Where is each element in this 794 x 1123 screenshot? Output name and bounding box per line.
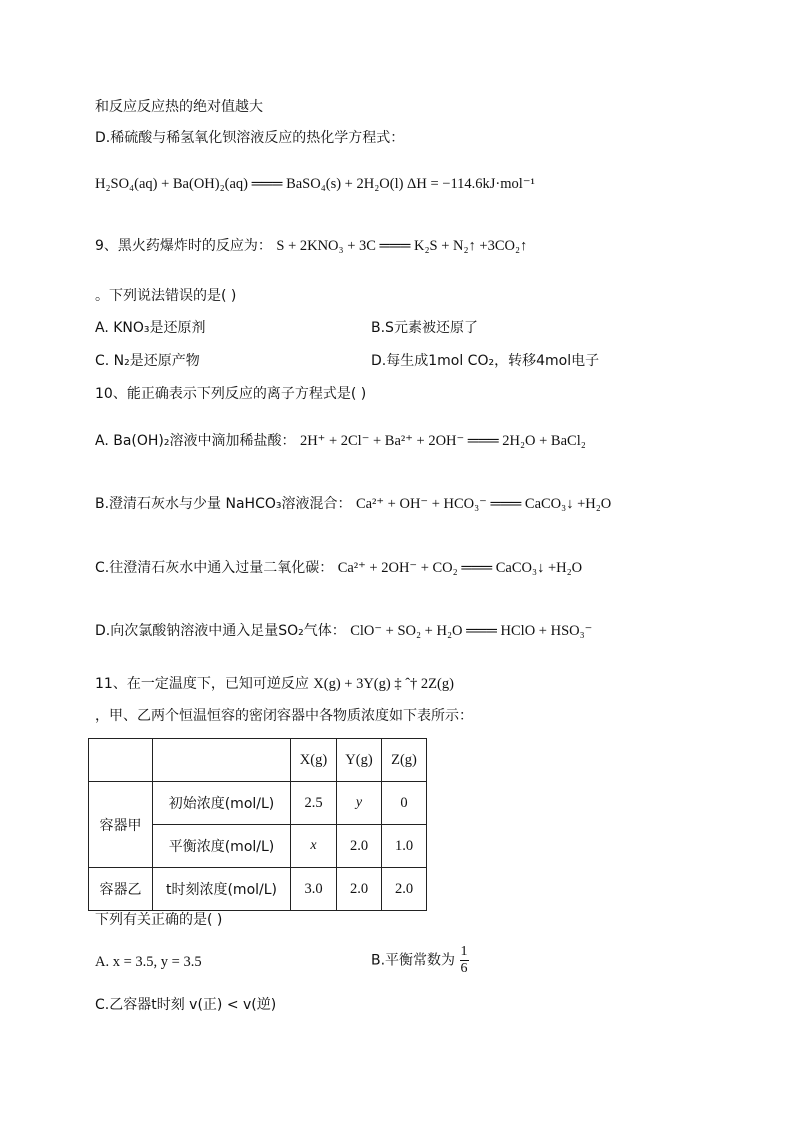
table-cell: x [291, 825, 337, 868]
option-label: B.澄清石灰水与少量 NaHCO₃溶液混合： [95, 496, 352, 512]
question-10-option-c [95, 558, 582, 578]
fraction [460, 944, 469, 977]
fraction-denominator: 6 [460, 961, 468, 976]
ionic-equation: ClO⁻ + SO₂ + H₂O ═══ HClO + HSO₃⁻ [350, 623, 593, 639]
question-9 [95, 236, 527, 256]
question-9-tail: 。下列说法错误的是( ) [95, 288, 237, 304]
table-header-row [89, 739, 427, 782]
table-header-cell [89, 739, 153, 782]
table-cell: 2.0 [337, 825, 382, 868]
row-label: 初始浓度(mol/L) [153, 782, 291, 825]
row-label: t时刻浓度(mol/L) [153, 868, 291, 911]
question-11-tail: ，甲、乙两个恒温恒容的密闭容器中各物质浓度如下表所示： [95, 708, 473, 724]
question-9-stem: 9、黑火药爆炸时的反应为： [95, 238, 272, 254]
table-header-cell: Y(g) [337, 739, 382, 782]
table-cell: 2.5 [291, 782, 337, 825]
question-11-option-b [371, 944, 469, 977]
option-text: A. x = 3.5, y = 3.5 [95, 954, 202, 970]
question-11-option-c: C.乙容器t时刻 v(正) < v(逆) [95, 997, 277, 1013]
question-11 [95, 674, 454, 694]
ionic-equation: Ca²⁺ + OH⁻ + HCO₃⁻ ═══ CaCO₃↓ +H₂O [355, 496, 612, 512]
table-row [89, 868, 427, 911]
question-10-option-a [95, 431, 586, 451]
concentration-table [88, 738, 427, 911]
question-10: 10、能正确表示下列反应的离子方程式是( ) [95, 386, 367, 402]
option-d-heading: D.稀硫酸与稀氢氧化钡溶液反应的热化学方程式： [95, 130, 405, 146]
fraction-numerator: 1 [460, 944, 468, 959]
table-cell: y [337, 782, 382, 825]
table-cell: 2.0 [382, 868, 427, 911]
question-10-option-b [95, 494, 611, 514]
table-cell: 3.0 [291, 868, 337, 911]
question-10-option-d [95, 621, 592, 641]
ionic-equation: Ca²⁺ + 2OH⁻ + CO₂ ═══ CaCO₃↓ +H₂O [337, 560, 583, 576]
option-label: C.往澄清石灰水中通入过量二氧化碳： [95, 560, 334, 576]
row-label: 平衡浓度(mol/L) [153, 825, 291, 868]
text-line: 和反应反应热的绝对值越大 [95, 99, 263, 115]
table-cell: 2.0 [337, 868, 382, 911]
thermochemical-equation: H₂SO₄(aq) + Ba(OH)₂(aq) ═══ BaSO₄(s) + 2H₂O(l) ΔH = −114.6kJ·mol⁻¹ [95, 176, 535, 192]
question-9-equation: S + 2KNO₃ + 3C ═══ K₂S + N₂↑ +3CO₂↑ [276, 238, 528, 254]
option-label: A. Ba(OH)₂溶液中滴加稀盐酸： [95, 433, 296, 449]
option-c: C. N₂是还原产物 [95, 353, 200, 369]
table-row [89, 782, 427, 825]
ionic-equation: 2H⁺ + 2Cl⁻ + Ba²⁺ + 2OH⁻ ═══ 2H₂O + BaCl₂ [299, 433, 586, 449]
option-a: A. KNO₃是还原剂 [95, 320, 206, 336]
question-11-option-a [95, 952, 202, 972]
question-11-prompt: 下列有关正确的是( ) [95, 912, 223, 928]
question-11-stem: 11、在一定温度下，已知可逆反应 [95, 676, 309, 692]
option-label: B.平衡常数为 [371, 952, 456, 969]
option-b: B.S元素被还原了 [371, 320, 478, 336]
option-label: D.向次氯酸钠溶液中通入足量SO₂气体： [95, 623, 346, 639]
table-cell: 0 [382, 782, 427, 825]
container-label: 容器乙 [89, 868, 153, 911]
table-header-cell [153, 739, 291, 782]
table-cell: 1.0 [382, 825, 427, 868]
option-d: D.每生成1mol CO₂，转移4mol电子 [371, 353, 600, 369]
reversible-reaction: X(g) + 3Y(g) ‡ ˆ† 2Z(g) [313, 676, 454, 692]
container-label: 容器甲 [89, 782, 153, 868]
table-header-cell: Z(g) [382, 739, 427, 782]
table-header-cell: X(g) [291, 739, 337, 782]
